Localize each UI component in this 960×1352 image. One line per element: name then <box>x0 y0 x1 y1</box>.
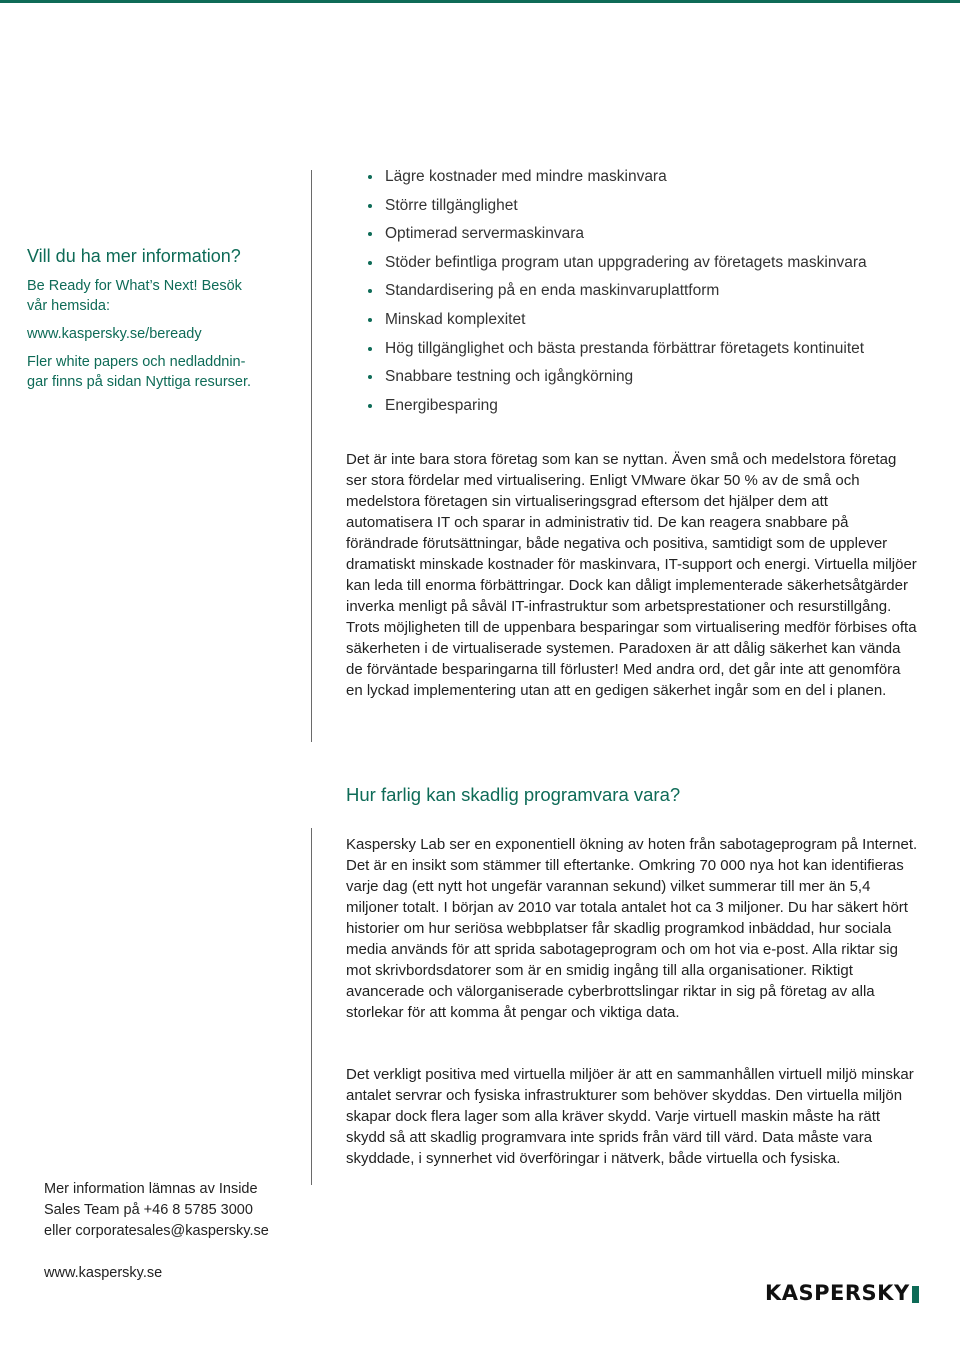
list-item: Minskad komplexitet <box>366 306 867 335</box>
list-item: Energibesparing <box>366 392 867 421</box>
benefits-list <box>366 163 867 420</box>
paragraph-malware-threats: Kaspersky Lab ser en exponentiell ökning av hoten från sabotageprogram på Internet. Det är en insikt som stämmer till eftertanke. Omkring 70 000 nya hot kan identifieras varje dag (ett nytt hot ungefär varannan sekund) vilket summerar till mer än 5,4 miljoner totalt. I början av 2010 var totala antalet hot ca 3 miljoner. Du har säkert hört historier om hur seriösa webbplatser får skadlig programkod inbäddad, hur sociala media används för att sprida sabotageprogram och om hot via e-post. Alla riktar sig mot skrivbordsdatorer som är en smidig ingång till alla organisationer. Riktigt avancerade och välorganiserade cyberbrottslingar riktar in sig på företag av alla storlekar för att komma åt pengar och viktiga data. <box>346 836 918 1021</box>
contact-info <box>44 1179 269 1242</box>
contact-line: Mer information lämnas av Inside <box>44 1181 258 1197</box>
sidebar-title: Vill du ha mer information? <box>27 246 241 266</box>
sidebar-line: Be Ready for What’s Next! Besök <box>27 278 242 294</box>
logo-mark-icon <box>912 1286 919 1303</box>
paragraph-smb-virtualization: Det är inte bara stora företag som kan se nyttan. Även små och medelstora företag ser stora fördelar med virtualisering. Enligt VMware ökar 50 % av de små och medelstora företagen sin virtualiseringsgrad eftersom det hjälper dem att automatisera IT och sparar in administrativ tid. De kan reagera snabbare på förändrade förutsättningar, både negativa och positiva, samtidigt som de upplever dramatiskt minskade kostnader för maskinvara, IT-support och energi. Virtuella miljöer kan leda till enorma förbättringar. Dock kan dåligt implementerade säkerhetsåtgärder inverka menligt på såväl IT-infrastruktur som arbetsprestationer och resurstillgång. Trots möjligheten till de uppenbara besparingar som virtualisering medför förbises ofta säkerheten i de virtualiserade systemen. Paradoxen är att dålig säkerhet kan vända de förväntade besparingarna till förluster! Med andra ord, det går inte att genomföra en lyckad implementering utan att en gedigen säkerhet ingår som en del i planen. <box>346 451 917 699</box>
list-item: Stöder befintliga program utan uppgradering av företagets maskinvara <box>366 249 867 278</box>
contact-email[interactable]: eller corporatesales@kaspersky.se <box>44 1223 269 1239</box>
column-divider-bottom <box>311 828 312 1185</box>
paragraph-virtual-benefits: Det verkligt positiva med virtuella miljöer är att en sammanhållen virtuell miljö minskar antalet servrar och fysiska infrastrukturer som behöver skyddas. Den virtuella miljön skapar dock flera lager som alla kräver skydd. Varje virtuell maskin måste ha rätt skydd så att skadlig programvara inte sprids från värd till värd. Data måste vara skyddade, i synnerhet vid överföringar i nätverk, både virtuella och fysiska. <box>346 1066 914 1167</box>
sidebar-info <box>27 244 277 392</box>
list-item: Lägre kostnader med mindre maskinvara <box>366 163 867 192</box>
list-item: Större tillgänglighet <box>366 192 867 221</box>
contact-line: Sales Team på +46 8 5785 3000 <box>44 1202 253 1218</box>
list-item: Standardisering på en enda maskinvaruplattform <box>366 277 867 306</box>
logo-wordmark: KASPERSKY <box>765 1281 910 1305</box>
sidebar-line: gar finns på sidan Nyttiga resurser. <box>27 374 252 390</box>
kaspersky-logo <box>765 1278 919 1308</box>
sidebar-line: vår hemsida: <box>27 298 111 314</box>
list-item: Hög tillgänglighet och bästa prestanda förbättrar företagets kontinuitet <box>366 335 867 364</box>
website-link[interactable]: www.kaspersky.se <box>44 1265 163 1281</box>
list-item: Optimerad servermaskinvara <box>366 220 867 249</box>
list-item: Snabbare testning och igångkörning <box>366 363 867 392</box>
sidebar-link-beready[interactable]: www.kaspersky.se/beready <box>27 326 202 342</box>
top-accent-rule <box>0 0 960 3</box>
section-heading: Hur farlig kan skadlig programvara vara? <box>346 784 681 805</box>
sidebar-line: Fler white papers och nedladdnin- <box>27 354 246 370</box>
column-divider-top <box>311 170 312 742</box>
